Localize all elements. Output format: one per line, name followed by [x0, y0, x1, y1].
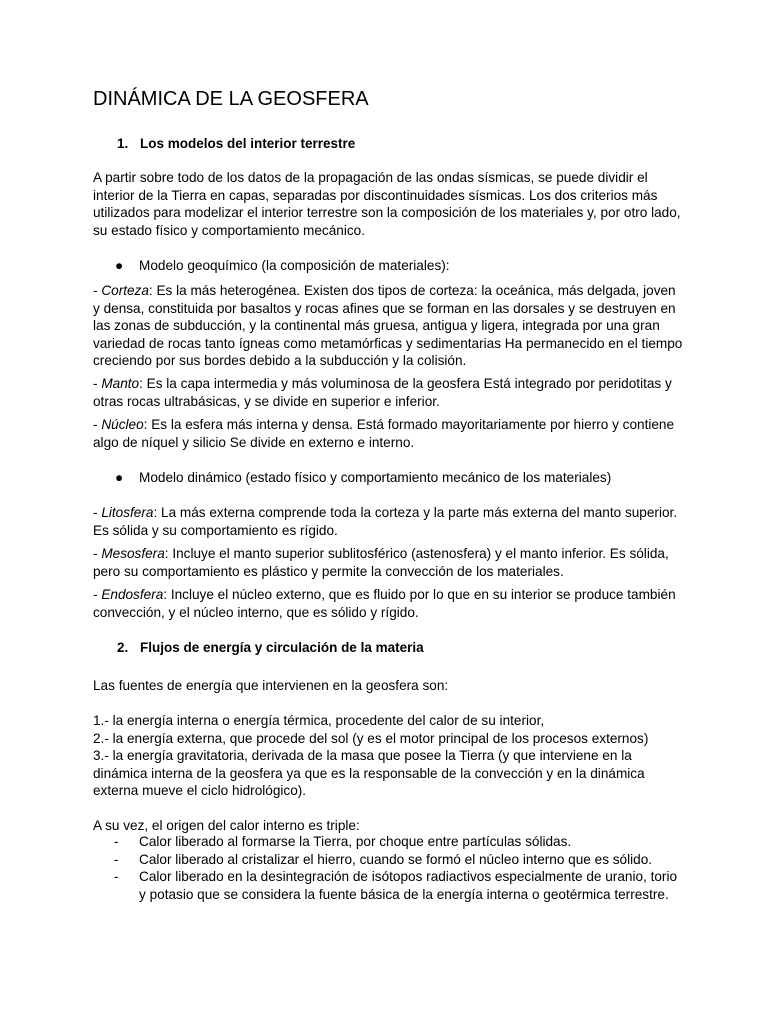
bullet-geochemical-model [115, 257, 450, 275]
endosfera-paragraph [93, 586, 683, 621]
list-item-text: Calor liberado al cristalizar el hierro, cuando se formó el núcleo interno que es sólido. [139, 851, 653, 867]
endosfera-text: : Incluye el núcleo externo, que es fluido por lo que en su interior se produce también convección, y el núcleo interno, que es sólido y rígido. [93, 587, 676, 620]
energy-source-3: 3.- la energía gravitatoria, derivada de la masa que posee la Tierra (y que interviene en la dinámica interna de la geosfera ya que es la responsable de la convección y en la dinámica externa mueve el ciclo hidrológico). [93, 748, 645, 799]
dash-prefix: - [93, 417, 102, 432]
section-2-heading [117, 640, 424, 655]
bullet-geochemical-label: Modelo geoquímico (la composición de materiales): [139, 258, 450, 273]
section-1-title: Los modelos del interior terrestre [140, 136, 356, 151]
mesosfera-paragraph [93, 545, 683, 580]
bullet-dynamic-label: Modelo dinámico (estado físico y comportamiento mecánico de los materiales) [139, 470, 612, 485]
list-item [114, 851, 684, 869]
dash-prefix: - [93, 376, 102, 391]
document-title: DINÁMICA DE LA GEOSFERA [93, 88, 369, 110]
section-2-number: 2. [117, 640, 129, 655]
section-1-number: 1. [117, 136, 129, 151]
manto-text: : Es la capa intermedia y más voluminosa de la geosfera Está integrado por peridotitas y otras rocas ultrabásicas, y se divide en superior e inferior. [93, 376, 672, 409]
section-2-title: Flujos de energía y circulación de la materia [140, 640, 424, 655]
dash-prefix: - [93, 505, 102, 520]
litosfera-text: : La más externa comprende toda la corteza y la parte más externa del manto superior. Es sólida y su comportamiento es rígido. [93, 505, 678, 538]
nucleo-text: : Es la esfera más interna y densa. Está formado mayoritariamente por hierro y contiene algo de níquel y silicio Se divide en externo e interno. [93, 417, 675, 450]
list-dash: - [114, 869, 119, 885]
section-2-intro: Las fuentes de energía que intervienen en la geosfera son: [93, 678, 449, 693]
bullet-dot-icon: ● [115, 258, 124, 273]
list-dash: - [114, 834, 119, 849]
endosfera-term: Endosfera [101, 587, 164, 602]
manto-paragraph [93, 375, 683, 410]
heat-origin-list [114, 833, 684, 903]
corteza-term: Corteza [101, 283, 149, 298]
dash-prefix: - [93, 546, 102, 561]
litosfera-paragraph [93, 504, 683, 539]
bullet-dot-icon: ● [115, 470, 124, 485]
list-dash: - [114, 851, 119, 867]
nucleo-paragraph [93, 416, 683, 451]
list-item-text: Calor liberado en la desintegración de isótopos radiactivos especialmente de uranio, torio y potasio que se considera la fuente básica de la energía interna o geotérmica terrestre. [139, 869, 678, 902]
list-item-text: Calor liberado al formarse la Tierra, por choque entre partículas sólidas. [139, 834, 572, 849]
list-item [114, 833, 684, 851]
dash-prefix: - [93, 283, 102, 298]
corteza-text: : Es la más heterogénea. Existen dos tipos de corteza: la oceánica, más delgada, joven y densa, constituida por basaltos y rocas afines que se forman en las dorsales y se destruyen en las zonas de subducción, y la continental más gruesa, antigua y ligera, integrada por una gran variedad de rocas tanto ígneas como metamórficas y sedimentarias Ha permanecido en el tiempo creciendo por sus bordes debido a la subducción y la colisión. [93, 283, 683, 369]
mesosfera-text: : Incluye el manto superior sublitosférico (astenosfera) y el manto inferior. Es sólida, pero su comportamiento es plástico y permite la convección de los materiales. [93, 546, 669, 579]
energy-source-2: 2.- la energía externa, que procede del sol (y es el motor principal de los procesos externos) [93, 730, 649, 746]
nucleo-term: Núcleo [101, 417, 144, 432]
energy-source-1: 1.- la energía interna o energía térmica, procedente del calor de su interior, [93, 713, 545, 728]
section-1-intro: A partir sobre todo de los datos de la propagación de las ondas sísmicas, se puede dividir el interior de la Tierra en capas, separadas por discontinuidades sísmicas. Los dos criterios más utilizados para modelizar el interior terrestre son la composición de los materiales y, por otro lado, su estado físico y comportamiento mecánico. [93, 170, 681, 238]
corteza-paragraph [93, 282, 683, 370]
list-item [114, 868, 684, 903]
bullet-dynamic-model [115, 469, 611, 487]
dash-prefix: - [93, 587, 102, 602]
litosfera-term: Litosfera [101, 505, 154, 520]
heat-origin-intro: A su vez, el origen del calor interno es triple: [93, 818, 360, 833]
section-1-heading [117, 136, 355, 151]
mesosfera-term: Mesosfera [101, 546, 165, 561]
manto-term: Manto [101, 376, 140, 391]
